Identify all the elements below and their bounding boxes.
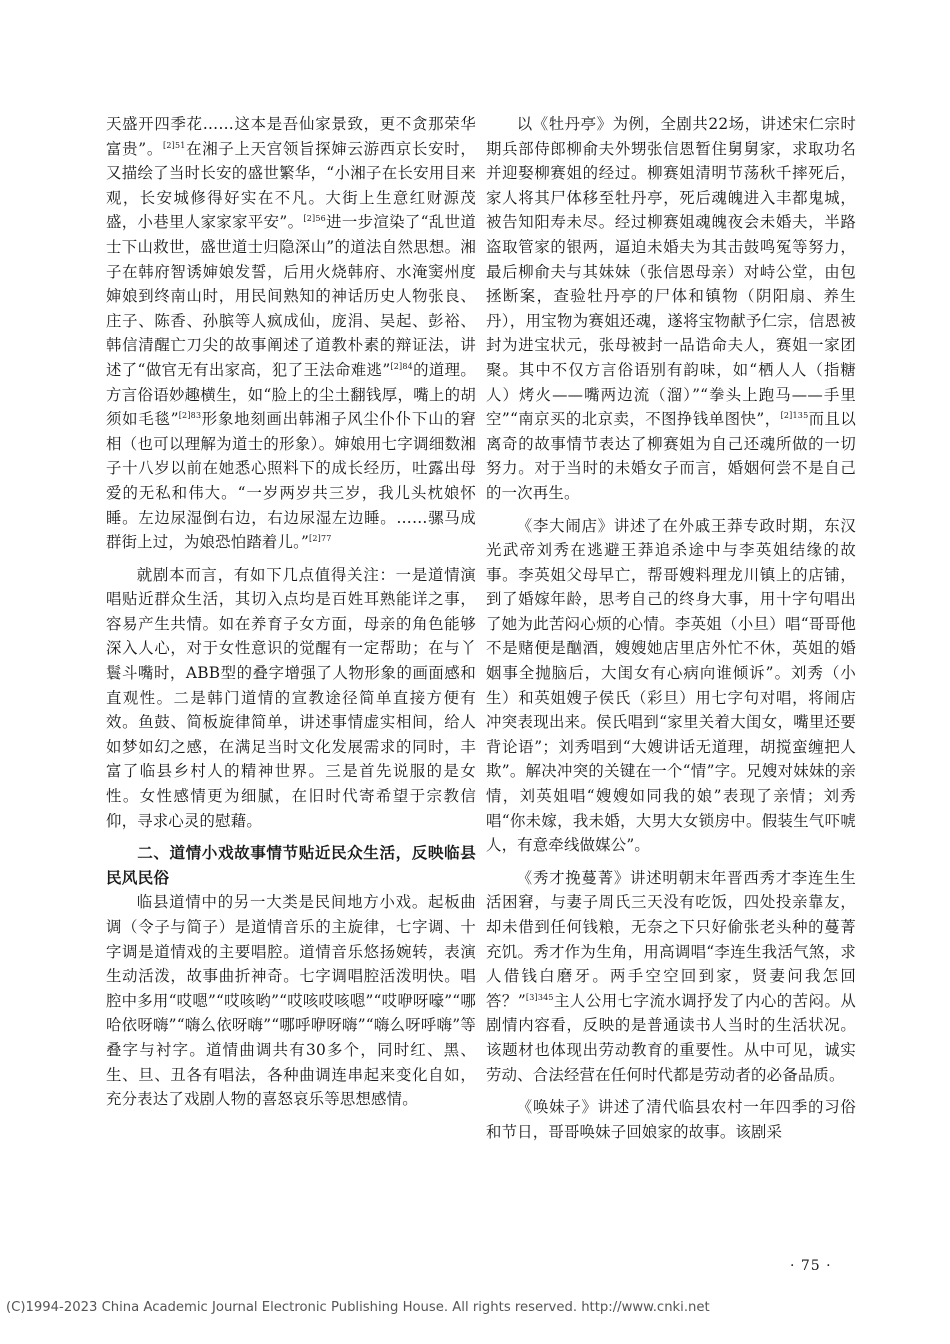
copyright-footer: (C)1994-2023 China Academic Journal Electronic Publishing House. All rights reserved. http://www.cnki.net [6,1300,710,1315]
section-heading: 二、道情小戏故事情节贴近民众生活，反映临县民风民俗 [106,844,476,887]
citation: [3]345 [525,992,554,1002]
text-run: 主人公用七字流水调抒发了内心的苦闷。从剧情内容看，反映的是普通读书人当时的生活状况。该题材也体现出劳动教育的重要性。从中可见，诚实劳动、合法经营在任何时代都是劳动者的必备品质。 [486,991,856,1084]
citation: [2]51 [163,140,186,150]
citation: [2]83 [178,411,202,421]
text-run: 天盛开四季花……这本是吾仙家景致，更不贪那荣华富贵”。 [106,115,476,158]
text-run: 《秀才挽蔓菁》讲述明朝末年晋西秀才李连生生活困窘，与妻子周氏三天没有吃饭，四处投亲靠友，却未借到任何钱粮，无奈之下只好偷张老头种的蔓菁充饥。秀才作为生角，用高调唱“李连生我活气煞，求人借钱白磨牙。两手空空回到家，贤妻问我怎回答？” [486,868,856,1010]
text-run: 而且以离奇的故事情节表达了柳赛姐为自己还魂所做的一切努力。对于当时的未婚女子而言，婚姻何尝不是自己的一次再生。 [486,410,856,502]
left-paragraph-1 [106,112,476,555]
left-paragraph-3: 临县道情中的另一大类是民间地方小戏。起板曲调（令子与简子）是道情音乐的主旋律，七字调、十字调是道情戏的主要唱腔。道情音乐悠扬婉转，表演生动活泼，故事曲折神奇。七字调唱腔活泼明快。唱腔中多用“哎嗯”“哎咳哟”“哎咳哎咳嗯”“哎咿呀嚎”“哪哈依呀嗨”“嗨么依呀嗨”“哪呼咿呀嗨”“嗨么呀呼嗨”等叠字与衬字。道情曲调共有30多个，同时红、黑、生、旦、丑各有唱法，各种曲调连串起来变化自如，充分表达了戏剧人物的喜怒哀乐等思想感情。 [106,893,476,1109]
citation: [2]56 [303,214,326,224]
right-paragraph-3 [486,866,856,1087]
text-run: 形象地刻画出韩湘子风尘仆仆下山的窘相（也可以理解为道士的形象）。婶娘用七字调细数湘子十八岁以前在她悉心照料下的成长经历，吐露出母爱的无私和伟大。“一岁两岁共三岁，我儿头枕娘怀睡。左边尿湿倒右边，右边尿湿左边睡。……骡马成群街上过，为娘恐怕踏着儿。” [106,410,476,552]
text-run: 在湘子上天宫领旨探婶云游西京长安时，又描绘了当时长安的盛世繁华，“小湘子在长安用目来观，长安城修得好实在不凡。大街上生意红财源茂盛，小巷里人家家家平安”。 [106,139,476,232]
citation: [2]84 [390,361,413,371]
text-run: 以《牡丹亭》为例，全剧共22场，讲述宋仁宗时期兵部侍郎柳俞夫外甥张信恩暂住舅舅家，求取功名并迎娶柳赛姐的经过。柳赛姐清明节荡秋千摔死后，家人将其尸体移至牡丹亭，死后魂魄进入丰都鬼城，被告知阳寿未尽。经过柳赛姐魂魄夜会未婚夫，半路盗取管家的银两，逼迫未婚夫为其击鼓鸣冤等努力，最后柳俞夫与其妹妹（张信恩母亲）对峙公堂，由包拯断案，查验牡丹亭的尸体和镇物（阴阳扇、养生丹），用宝物为赛姐还魂，遂将宝物献予仁宗，信恩被封为进宝状元，张母被封一品诰命夫人，赛姐一家团聚。其中不仅方言俗语别有韵味，如“栖人人（指糖人）烤火——嘴两边流（溜）”“拳头上跑马——手里空”“南京买的北京卖，不图挣钱单图快”， [486,115,856,429]
left-column [106,112,476,1112]
right-paragraph-1 [486,112,856,506]
text-run: 进一步渲染了“乱世道士下山救世，盛世道士归隐深山”的道法自然思想。湘子在韩府智诱婶娘发誓，后用火烧韩府、水淹窦州度婶娘到终南山时，用民间熟知的神话历史人物张良、庄子、陈香、孙膑等人疯成仙，庞涓、吴起、彭裕、韩信清醒亡刀尖的故事阐述了道教朴素的辩证法，讲述了“做官无有出家高，犯了王法命难逃” [106,213,477,379]
page-number: · 75 · [790,1258,832,1274]
text-run: 的道理。方言俗语妙趣横生，如“脸上的尘土翻钱厚，嘴上的胡须如毛毯” [106,360,476,429]
citation: [2]77 [309,534,332,544]
right-column [486,112,856,1144]
left-paragraph-2: 就剧本而言，有如下几点值得关注：一是道情演唱贴近群众生活，其切入点均是百姓耳熟能详之事，容易产生共情。如在养育子女方面，母亲的角色能够深入人心，对于女性意识的觉醒有一定帮助；在与丫鬟斗嘴时，ABB型的叠字增强了人物形象的画面感和直观性。二是韩门道情的宣教途径简单直接方便有效。鱼鼓、简板旋律简单，讲述事情虚实相间，给人如梦如幻之感，在满足当时文化发展需求的同时，丰富了临县乡村人的精神世界。三是首先说服的是女性。女性感情更为细腻，在旧时代寄希望于宗教信仰，寻求心灵的慰藉。 [106,565,476,830]
citation: [2]135 [780,411,809,421]
right-paragraph-2: 《李大闹店》讲述了在外戚王莽专政时期，东汉光武帝刘秀在逃避王莽追杀途中与李英姐结缘的故事。李英姐父母早亡，帮哥嫂料理龙川镇上的店铺，到了婚嫁年龄，思考自己的终身大事，用十字句唱出了她为此苦闷心烦的心情。李英姐（小旦）唱“哥哥他不是赌便是酗酒，嫂嫂她店里店外忙不休，英姐的婚姻事全抛脑后，大闺女有心病向谁倾诉”。刘秀（小生）和英姐嫂子侯氏（彩旦）用七字句对唱，将闹店冲突表现出来。侯氏唱到“家里关着大闺女，嘴里还要背论语”；刘秀唱到“大嫂讲话无道理，胡搅蛮缠把人欺”。解决冲突的关键在一个“情”字。兄嫂对妹妹的亲情，刘英姐唱“嫂嫂如同我的娘”表现了亲情；刘秀唱“你未嫁，我未婚，大男大女锁房中。假装生气吓唬人，有意牵线做媒公”。 [486,516,856,855]
right-paragraph-4: 《唤妹子》讲述了清代临县农村一年四季的习俗和节日，哥哥唤妹子回娘家的故事。该剧采 [486,1098,856,1141]
